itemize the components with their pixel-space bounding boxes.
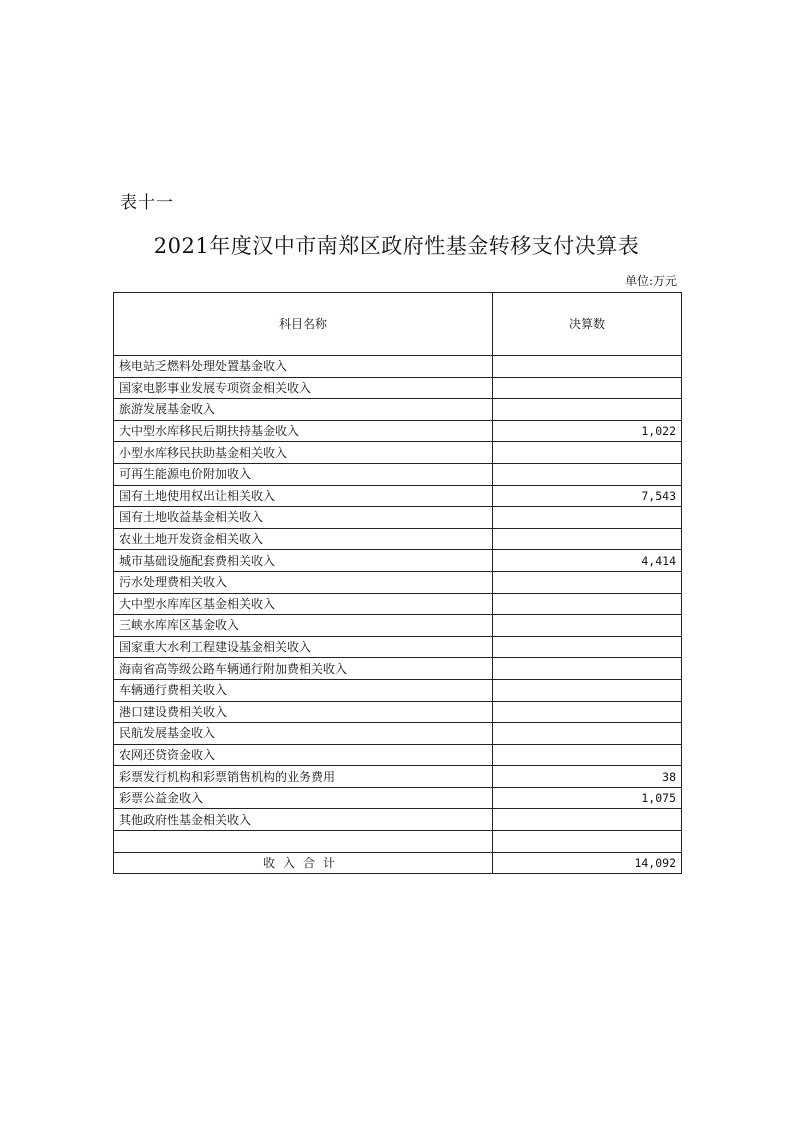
amount-cell bbox=[493, 831, 682, 853]
amount-cell bbox=[493, 507, 682, 529]
item-name-cell: 彩票公益金收入 bbox=[114, 787, 493, 809]
table-row bbox=[114, 571, 682, 593]
amount-cell bbox=[493, 679, 682, 701]
item-name-cell: 国有土地收益基金相关收入 bbox=[114, 507, 493, 529]
table-row bbox=[114, 766, 682, 788]
item-name-cell: 车辆通行费相关收入 bbox=[114, 679, 493, 701]
total-row bbox=[114, 852, 682, 874]
item-name-cell: 国家电影事业发展专项资金相关收入 bbox=[114, 377, 493, 399]
amount-cell bbox=[493, 701, 682, 723]
table-row bbox=[114, 636, 682, 658]
table-row bbox=[114, 723, 682, 745]
table-row bbox=[114, 377, 682, 399]
amount-cell bbox=[493, 723, 682, 745]
table-row bbox=[114, 658, 682, 680]
amount-cell: 4,414 bbox=[493, 550, 682, 572]
table-row bbox=[114, 593, 682, 615]
table-row bbox=[114, 463, 682, 485]
table-row bbox=[114, 787, 682, 809]
table-row bbox=[114, 399, 682, 421]
table-row bbox=[114, 831, 682, 853]
amount-cell bbox=[493, 636, 682, 658]
table-body bbox=[114, 356, 682, 874]
item-name-cell: 港口建设费相关收入 bbox=[114, 701, 493, 723]
table-row bbox=[114, 485, 682, 507]
item-name-cell: 国家重大水利工程建设基金相关收入 bbox=[114, 636, 493, 658]
amount-cell: 7,543 bbox=[493, 485, 682, 507]
item-name-cell: 可再生能源电价附加收入 bbox=[114, 463, 493, 485]
item-name-cell: 污水处理费相关收入 bbox=[114, 571, 493, 593]
item-name-cell: 农网还贷资金收入 bbox=[114, 744, 493, 766]
document-title: 2021年度汉中市南郑区政府性基金转移支付决算表 bbox=[153, 234, 640, 258]
amount-cell bbox=[493, 442, 682, 464]
amount-cell bbox=[493, 809, 682, 831]
item-name-cell: 彩票发行机构和彩票销售机构的业务费用 bbox=[114, 766, 493, 788]
table-row bbox=[114, 356, 682, 378]
item-name-cell: 旅游发展基金收入 bbox=[114, 399, 493, 421]
total-amount: 14,092 bbox=[493, 852, 682, 874]
table-row bbox=[114, 809, 682, 831]
total-label: 收入合计 bbox=[114, 852, 493, 874]
table-header-row bbox=[114, 293, 682, 356]
item-name-cell: 三峡水库库区基金收入 bbox=[114, 615, 493, 637]
column-header-item-name: 科目名称 bbox=[114, 293, 493, 356]
unit-label: 单位:万元 bbox=[624, 274, 677, 288]
table-row bbox=[114, 507, 682, 529]
table-number: 表十一 bbox=[120, 193, 174, 213]
amount-cell: 1,075 bbox=[493, 787, 682, 809]
item-name-cell: 核电站乏燃料处理处置基金收入 bbox=[114, 356, 493, 378]
table-row bbox=[114, 550, 682, 572]
table-row bbox=[114, 701, 682, 723]
table-row bbox=[114, 420, 682, 442]
table-row bbox=[114, 744, 682, 766]
item-name-cell: 国有土地使用权出让相关收入 bbox=[114, 485, 493, 507]
amount-cell: 1,022 bbox=[493, 420, 682, 442]
table-row bbox=[114, 679, 682, 701]
table-row bbox=[114, 615, 682, 637]
table-row bbox=[114, 528, 682, 550]
item-name-cell: 民航发展基金收入 bbox=[114, 723, 493, 745]
item-name-cell: 其他政府性基金相关收入 bbox=[114, 809, 493, 831]
column-header-amount: 决算数 bbox=[493, 293, 682, 356]
amount-cell bbox=[493, 399, 682, 421]
amount-cell: 38 bbox=[493, 766, 682, 788]
amount-cell bbox=[493, 658, 682, 680]
amount-cell bbox=[493, 571, 682, 593]
item-name-cell: 大中型水库库区基金相关收入 bbox=[114, 593, 493, 615]
item-name-cell: 城市基础设施配套费相关收入 bbox=[114, 550, 493, 572]
amount-cell bbox=[493, 463, 682, 485]
item-name-cell bbox=[114, 831, 493, 853]
item-name-cell: 海南省高等级公路车辆通行附加费相关收入 bbox=[114, 658, 493, 680]
item-name-cell: 小型水库移民扶助基金相关收入 bbox=[114, 442, 493, 464]
transfer-payment-table bbox=[113, 292, 682, 874]
item-name-cell: 农业土地开发资金相关收入 bbox=[114, 528, 493, 550]
amount-cell bbox=[493, 377, 682, 399]
amount-cell bbox=[493, 744, 682, 766]
amount-cell bbox=[493, 528, 682, 550]
amount-cell bbox=[493, 356, 682, 378]
amount-cell bbox=[493, 615, 682, 637]
amount-cell bbox=[493, 593, 682, 615]
table-row bbox=[114, 442, 682, 464]
item-name-cell: 大中型水库移民后期扶持基金收入 bbox=[114, 420, 493, 442]
